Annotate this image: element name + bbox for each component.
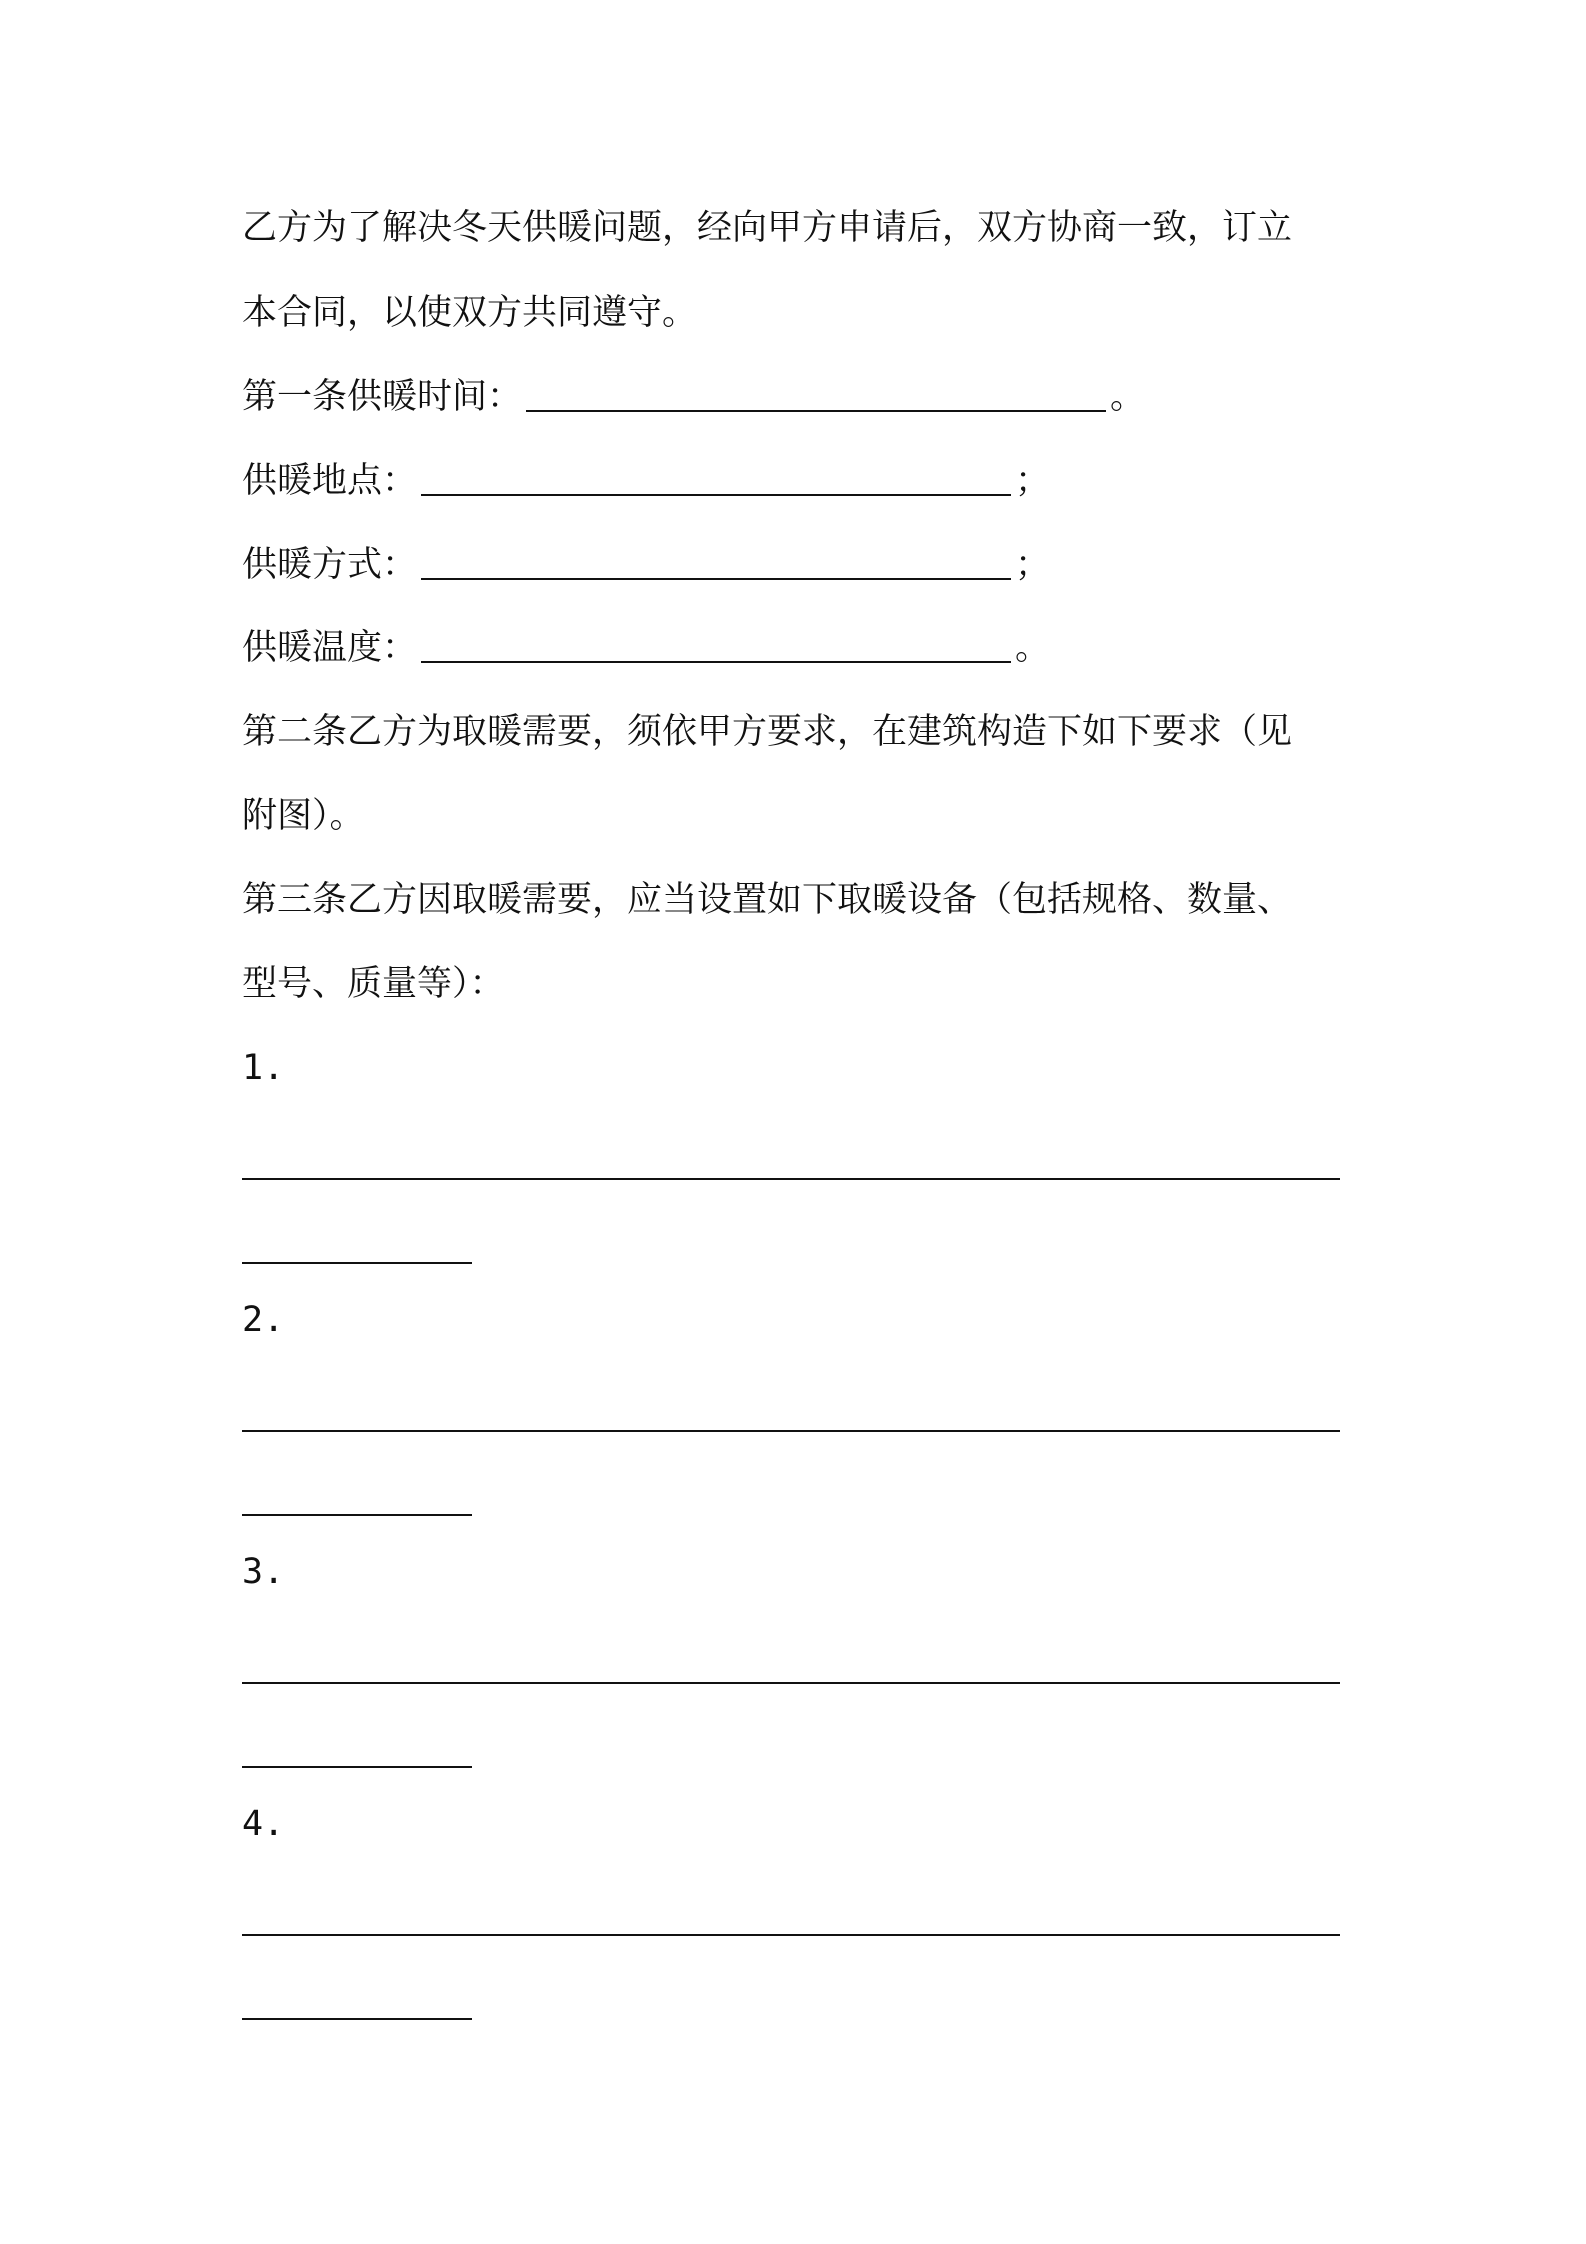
method-row	[242, 542, 1050, 588]
place-label: 供暖地点：	[242, 461, 418, 501]
place-end: ；	[1015, 461, 1051, 501]
item-4-number: 4.	[242, 1804, 285, 1844]
item-1-number: 1.	[242, 1048, 285, 1088]
item-1-blank-line-2[interactable]	[242, 1262, 472, 1264]
intro-line-2: 本合同，以使双方共同遵守。	[242, 293, 698, 333]
article-2-line-2: 附图）。	[242, 796, 365, 836]
item-2-blank-line-1[interactable]	[242, 1430, 1340, 1432]
intro-line-1: 乙方为了解决冬天供暖问题，经向甲方申请后，双方协商一致，订立	[242, 208, 1293, 248]
article-1-end: 。	[1110, 377, 1146, 417]
method-label: 供暖方式：	[242, 545, 418, 585]
method-end: ；	[1015, 545, 1051, 585]
article-3-line-2: 型号、质量等）：	[242, 964, 505, 1004]
time-blank[interactable]	[526, 380, 1106, 412]
item-3-number: 3.	[242, 1552, 285, 1592]
temp-blank[interactable]	[421, 631, 1011, 663]
item-2-blank-line-2[interactable]	[242, 1514, 472, 1516]
temp-label: 供暖温度：	[242, 628, 418, 668]
item-1-blank-line-1[interactable]	[242, 1178, 1340, 1180]
method-blank[interactable]	[421, 548, 1011, 580]
article-3-line-1: 第三条乙方因取暖需要，应当设置如下取暖设备（包括规格、数量、	[242, 880, 1293, 920]
place-blank[interactable]	[421, 464, 1011, 496]
item-3-blank-line-2[interactable]	[242, 1766, 472, 1768]
article-1-label: 第一条供暖时间：	[242, 377, 523, 417]
temp-end: 。	[1015, 628, 1051, 668]
item-4-blank-line-1[interactable]	[242, 1934, 1340, 1936]
temp-row	[242, 625, 1050, 671]
item-3-blank-line-1[interactable]	[242, 1682, 1340, 1684]
article-2-line-1: 第二条乙方为取暖需要，须依甲方要求，在建筑构造下如下要求（见	[242, 712, 1293, 752]
place-row	[242, 458, 1050, 504]
item-4-blank-line-2[interactable]	[242, 2018, 472, 2020]
item-2-number: 2.	[242, 1300, 285, 1340]
article-1-time	[242, 374, 1145, 420]
